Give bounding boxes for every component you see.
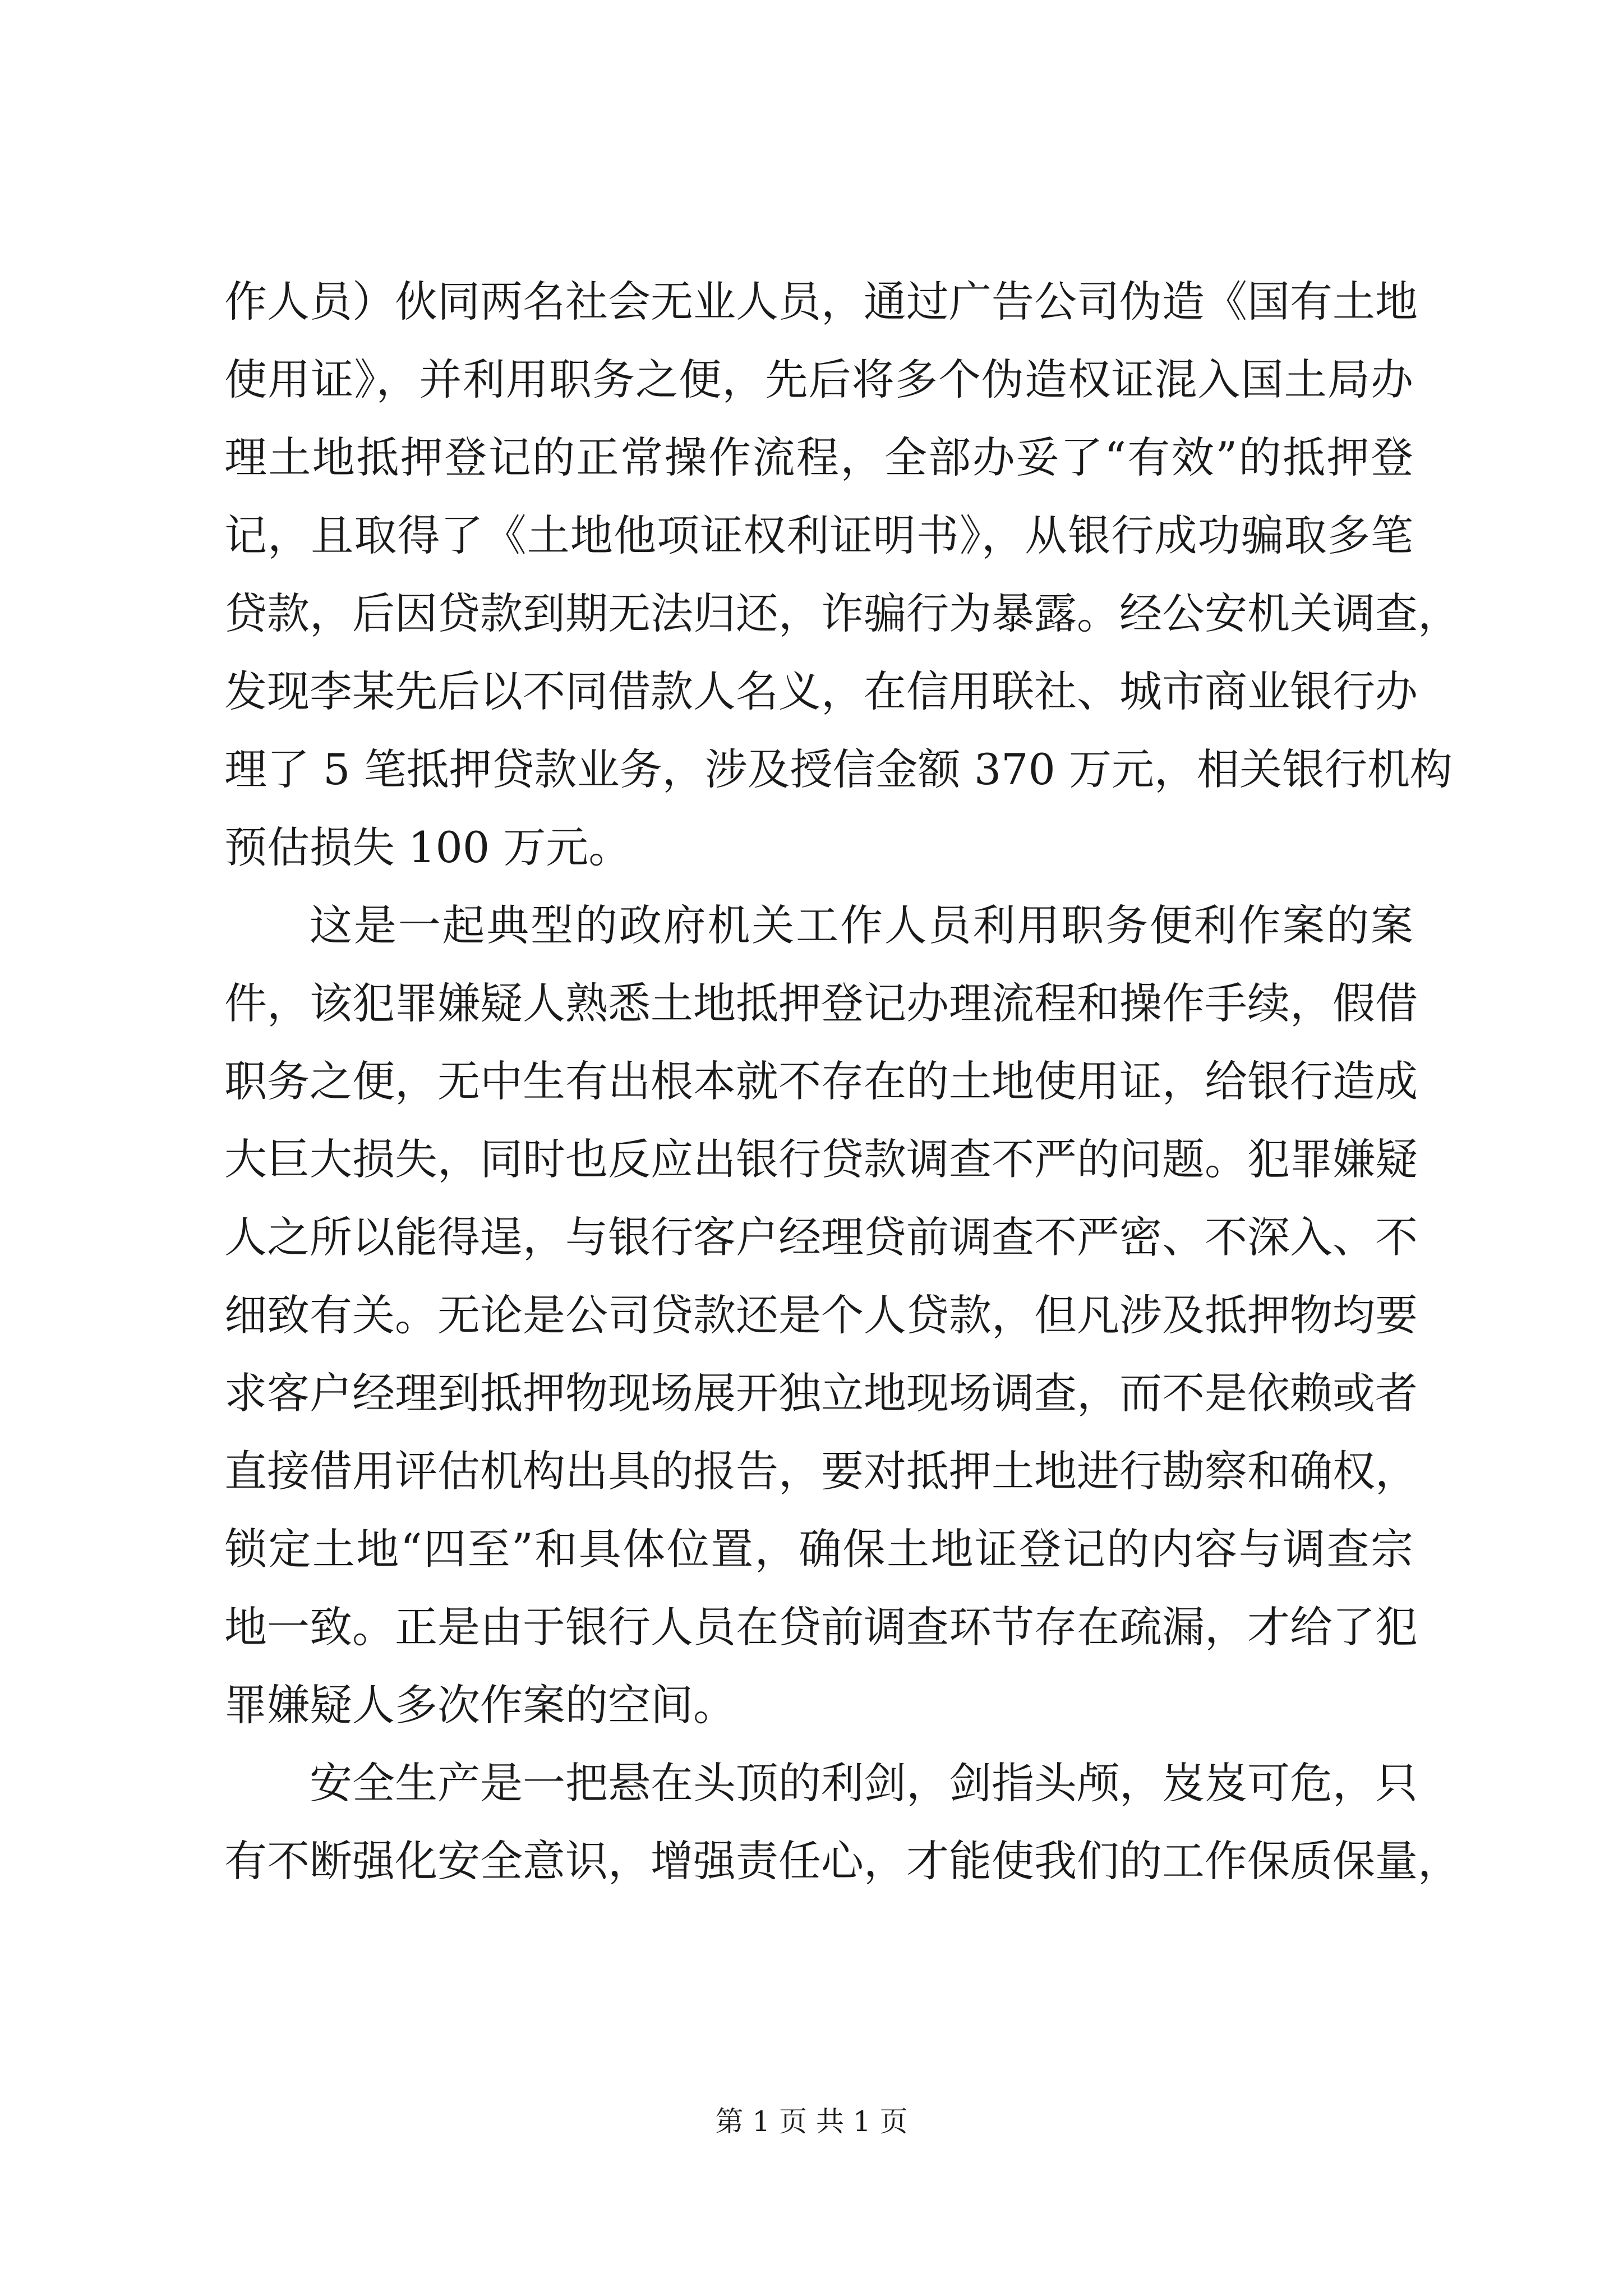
text-line: 理土地抵押登记的正常操作流程，全部办妥了“有效”的抵押登 bbox=[224, 432, 1413, 482]
text-line: 贷款，后因贷款到期无法归还，诈骗行为暴露。经公安机关调查， bbox=[224, 588, 1460, 638]
text-line: 地一致。正是由于银行人员在贷前调查环节存在疏漏，才给了犯 bbox=[224, 1602, 1418, 1652]
text-line: 锁定土地“四至”和具体位置，确保土地证登记的内容与调查宗 bbox=[224, 1524, 1413, 1574]
text-line: 大巨大损失，同时也反应出银行贷款调查不严的问题。犯罪嫌疑 bbox=[224, 1134, 1418, 1184]
text-line: 件，该犯罪嫌疑人熟悉土地抵押登记办理流程和操作手续，假借 bbox=[224, 978, 1418, 1028]
text-line: 使用证》，并利用职务之便，先后将多个伪造权证混入国土局办 bbox=[224, 355, 1413, 404]
text-line: 人之所以能得逞，与银行客户经理贷前调查不严密、不深入、不 bbox=[224, 1212, 1418, 1262]
text-line: 细致有关。无论是公司贷款还是个人贷款，但凡涉及抵押物均要 bbox=[224, 1290, 1418, 1340]
text-line: 有不断强化安全意识，增强责任心，才能使我们的工作保质保量， bbox=[224, 1836, 1460, 1886]
paragraph-2 bbox=[224, 886, 1418, 1744]
text-line: 预估损失 100 万元。 bbox=[224, 822, 631, 872]
text-line: 职务之便，无中生有出根本就不存在的土地使用证，给银行造成 bbox=[224, 1056, 1418, 1106]
text-line: 这是一起典型的政府机关工作人员利用职务便利作案的案 bbox=[310, 900, 1413, 950]
page-footer: 第 1 页 共 1 页 bbox=[715, 2105, 908, 2138]
document-body bbox=[224, 263, 1460, 1900]
text-line: 罪嫌疑人多次作案的空间。 bbox=[224, 1680, 736, 1730]
text-line: 安全生产是一把悬在头顶的利剑，剑指头颅，岌岌可危，只 bbox=[310, 1758, 1418, 1808]
text-line: 记，且取得了《土地他项证权利证明书》，从银行成功骗取多笔 bbox=[224, 510, 1413, 560]
text-line: 作人员）伙同两名社会无业人员，通过广告公司伪造《国有土地 bbox=[224, 277, 1418, 326]
paragraph-1 bbox=[224, 263, 1460, 886]
text-line: 直接借用评估机构出具的报告，要对抵押土地进行勘察和确权， bbox=[224, 1446, 1418, 1496]
paragraph-3 bbox=[224, 1744, 1460, 1900]
text-line: 求客户经理到抵押物现场展开独立地现场调查，而不是依赖或者 bbox=[224, 1368, 1418, 1418]
text-line: 理了 5 笔抵押贷款业务，涉及授信金额 370 万元，相关银行机构 bbox=[224, 744, 1453, 794]
text-line: 发现李某先后以不同借款人名义，在信用联社、城市商业银行办 bbox=[224, 666, 1418, 716]
